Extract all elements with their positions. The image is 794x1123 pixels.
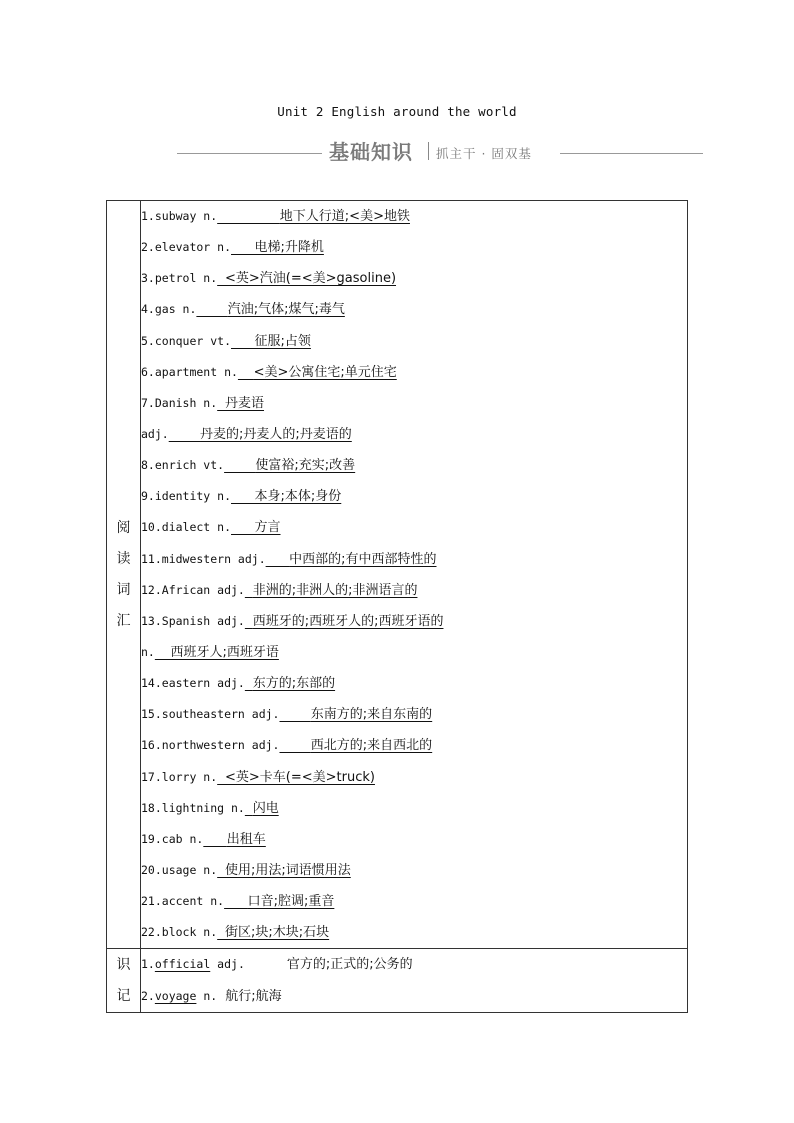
answer-blank-pad bbox=[266, 552, 289, 567]
section-label-char: 识 bbox=[116, 956, 131, 973]
answer-blank-pad bbox=[224, 894, 247, 909]
answer-blank-pad bbox=[245, 583, 253, 598]
vocab-row bbox=[141, 606, 687, 637]
vocab-row bbox=[141, 512, 687, 543]
answer-blank-pad bbox=[217, 863, 225, 878]
answer-blank-pad bbox=[245, 801, 253, 816]
vocab-term: 1.subway n. bbox=[141, 209, 218, 223]
vocab-term: 17.lorry n. bbox=[141, 769, 218, 784]
section-label-char: 读 bbox=[116, 550, 131, 567]
vocab-term: 9.identity n. bbox=[141, 489, 232, 504]
vocab-row bbox=[141, 326, 687, 357]
vocab-term: 21.accent n. bbox=[141, 894, 225, 909]
vocab-row bbox=[141, 357, 687, 388]
answer-text: 使富裕;充实;改善 bbox=[255, 458, 356, 474]
answer-text: 西北方的;来自西北的 bbox=[310, 738, 433, 754]
vocab-term: n. bbox=[141, 644, 155, 659]
vocab-row bbox=[141, 419, 687, 450]
memorize-row bbox=[141, 981, 687, 1012]
vocab-answer bbox=[224, 894, 334, 909]
vocab-answer bbox=[217, 770, 375, 785]
answer-text: 闪电 bbox=[252, 800, 279, 816]
answer-text: 西班牙人;西班牙语 bbox=[170, 644, 279, 660]
vocab-row bbox=[141, 917, 687, 948]
part-of-speech: adj. bbox=[210, 957, 245, 972]
section-banner bbox=[177, 136, 703, 162]
reading-vocab-list bbox=[141, 201, 688, 949]
answer-blank-pad bbox=[231, 334, 254, 349]
banner-left-rule bbox=[177, 153, 322, 154]
vocab-term: 18.lightning n. bbox=[141, 800, 245, 815]
answer-blank-pad bbox=[231, 240, 254, 255]
vocab-answer bbox=[217, 925, 329, 940]
vocab-row bbox=[141, 824, 687, 855]
vocab-term: 13.Spanish adj. bbox=[141, 613, 245, 628]
answer-blank-pad bbox=[217, 770, 225, 785]
vocab-answer bbox=[279, 707, 432, 722]
word-meaning: 航行;航海 bbox=[225, 988, 282, 1004]
section-label-reading-vocab bbox=[107, 201, 141, 949]
vocab-answer bbox=[217, 271, 396, 286]
vocab-answer bbox=[231, 520, 281, 535]
answer-blank-pad bbox=[224, 458, 255, 473]
answer-text: 方言 bbox=[254, 520, 281, 536]
vocab-term: 6.apartment n. bbox=[141, 364, 238, 379]
banner-divider bbox=[428, 142, 429, 160]
answer-text: 汽油;气体;煤气;毒气 bbox=[227, 302, 345, 318]
answer-text: 使用;用法;词语惯用法 bbox=[225, 862, 351, 878]
answer-text: <美>公寓住宅;单元住宅 bbox=[253, 364, 397, 380]
vocab-answer bbox=[266, 552, 437, 567]
answer-text: 丹麦语 bbox=[225, 395, 265, 411]
vocab-term: 5.conquer vt. bbox=[141, 333, 232, 348]
vocab-answer bbox=[155, 645, 279, 660]
answer-blank-pad bbox=[238, 365, 254, 380]
word-meaning: 官方的;正式的;公务的 bbox=[286, 957, 413, 973]
vocab-answer bbox=[279, 738, 432, 753]
answer-text: 口音;腔调;重音 bbox=[247, 894, 335, 910]
answer-text: 出租车 bbox=[226, 831, 266, 847]
answer-text: 丹麦的;丹麦人的;丹麦语的 bbox=[200, 426, 352, 442]
answer-text: 东南方的;来自东南的 bbox=[310, 707, 433, 723]
section-label-char: 汇 bbox=[116, 612, 131, 629]
vocab-row bbox=[141, 232, 687, 263]
vocab-row bbox=[141, 855, 687, 886]
vocab-answer bbox=[217, 396, 264, 411]
vocab-row bbox=[141, 450, 687, 481]
vocab-term: 22.block n. bbox=[141, 925, 218, 940]
vocab-row bbox=[141, 730, 687, 761]
answer-text: 征服;占领 bbox=[254, 333, 311, 349]
answer-text: 非洲的;非洲人的;非洲语言的 bbox=[252, 582, 418, 598]
vocab-term: 11.midwestern adj. bbox=[141, 551, 266, 566]
section-label-char: 记 bbox=[116, 987, 131, 1004]
memorize-word: official bbox=[154, 957, 211, 972]
answer-text: 本身;本体;身份 bbox=[254, 489, 342, 505]
answer-blank-pad bbox=[279, 707, 310, 722]
vocab-answer bbox=[245, 614, 444, 629]
answer-blank-pad bbox=[245, 676, 253, 691]
vocab-answer bbox=[231, 489, 341, 504]
vocabulary-table bbox=[106, 200, 688, 1013]
answer-blank-pad bbox=[217, 271, 225, 286]
memorize-word: voyage bbox=[154, 988, 197, 1003]
vocab-term: 4.gas n. bbox=[141, 302, 197, 317]
answer-text: 街区;块;木块;石块 bbox=[225, 925, 330, 941]
answer-text: 中西部的;有中西部特性的 bbox=[289, 551, 437, 567]
answer-blank-pad bbox=[245, 614, 253, 629]
vocab-row bbox=[141, 544, 687, 575]
answer-blank-pad bbox=[169, 427, 200, 442]
vocab-answer bbox=[245, 801, 279, 816]
vocab-answer bbox=[203, 832, 266, 847]
vocab-row bbox=[141, 263, 687, 294]
answer-text: <英>汽油(=<美>gasoline) bbox=[225, 271, 397, 287]
vocab-answer bbox=[217, 863, 351, 878]
item-number: 2. bbox=[141, 988, 155, 1003]
section-label-char: 阅 bbox=[116, 519, 131, 536]
answer-blank-pad bbox=[279, 738, 310, 753]
vocab-answer bbox=[238, 365, 397, 380]
vocab-answer bbox=[231, 240, 324, 255]
banner-heading: 基础知识 bbox=[329, 140, 413, 164]
vocab-term: adj. bbox=[141, 426, 169, 441]
answer-text: 西班牙的;西班牙人的;西班牙语的 bbox=[252, 613, 444, 629]
vocab-term: 20.usage n. bbox=[141, 862, 218, 877]
answer-text: 东方的;东部的 bbox=[252, 676, 336, 692]
vocab-row bbox=[141, 294, 687, 325]
answer-blank-pad bbox=[155, 645, 171, 660]
vocab-answer bbox=[169, 427, 352, 442]
vocab-term: 8.enrich vt. bbox=[141, 458, 225, 473]
answer-blank-pad bbox=[217, 396, 225, 411]
vocab-row bbox=[141, 699, 687, 730]
vocab-answer bbox=[245, 583, 418, 598]
answer-text: <英>卡车(=<美>truck) bbox=[225, 769, 375, 785]
answer-text: 地下人行道;<美>地铁 bbox=[279, 209, 410, 224]
vocab-answer bbox=[217, 209, 410, 224]
vocab-row bbox=[141, 201, 687, 232]
vocab-row bbox=[141, 637, 687, 668]
answer-blank-pad bbox=[196, 302, 227, 317]
banner-subheading: 抓主干 · 固双基 bbox=[436, 146, 532, 161]
vocab-answer bbox=[231, 334, 311, 349]
vocab-term: 2.elevator n. bbox=[141, 240, 232, 255]
vocab-term: 15.southeastern adj. bbox=[141, 707, 280, 722]
section-label-char: 词 bbox=[116, 581, 131, 598]
part-of-speech: n. bbox=[196, 988, 218, 1003]
answer-blank-pad bbox=[217, 209, 280, 224]
section-label-memorize bbox=[107, 949, 141, 1012]
answer-blank-pad bbox=[231, 520, 254, 535]
vocab-row bbox=[141, 388, 687, 419]
vocab-term: 10.dialect n. bbox=[141, 520, 232, 535]
item-number: 1. bbox=[141, 957, 155, 972]
memorize-row bbox=[141, 949, 687, 980]
vocab-answer bbox=[245, 676, 335, 691]
answer-blank-pad bbox=[217, 925, 225, 940]
vocab-term: 19.cab n. bbox=[141, 831, 204, 846]
memorize-list bbox=[141, 949, 688, 1012]
vocab-answer bbox=[196, 302, 344, 317]
vocab-row bbox=[141, 886, 687, 917]
vocab-term: 7.Danish n. bbox=[141, 395, 218, 410]
answer-blank-pad bbox=[231, 489, 254, 504]
vocab-row bbox=[141, 575, 687, 606]
answer-text: 电梯;升降机 bbox=[254, 240, 324, 256]
banner-right-rule bbox=[560, 153, 703, 154]
answer-blank-pad bbox=[203, 832, 226, 847]
vocab-row bbox=[141, 481, 687, 512]
reading-vocab-section bbox=[107, 201, 688, 949]
vocab-row bbox=[141, 668, 687, 699]
vocab-term: 12.African adj. bbox=[141, 582, 245, 597]
vocab-row bbox=[141, 762, 687, 793]
vocab-term: 14.eastern adj. bbox=[141, 676, 245, 691]
document-title: Unit 2 English around the world bbox=[277, 104, 517, 119]
vocab-term: 3.petrol n. bbox=[141, 271, 218, 286]
vocab-term: 16.northwestern adj. bbox=[141, 738, 280, 753]
vocab-answer bbox=[224, 458, 355, 473]
vocab-row bbox=[141, 793, 687, 824]
memorize-section bbox=[107, 949, 688, 1012]
